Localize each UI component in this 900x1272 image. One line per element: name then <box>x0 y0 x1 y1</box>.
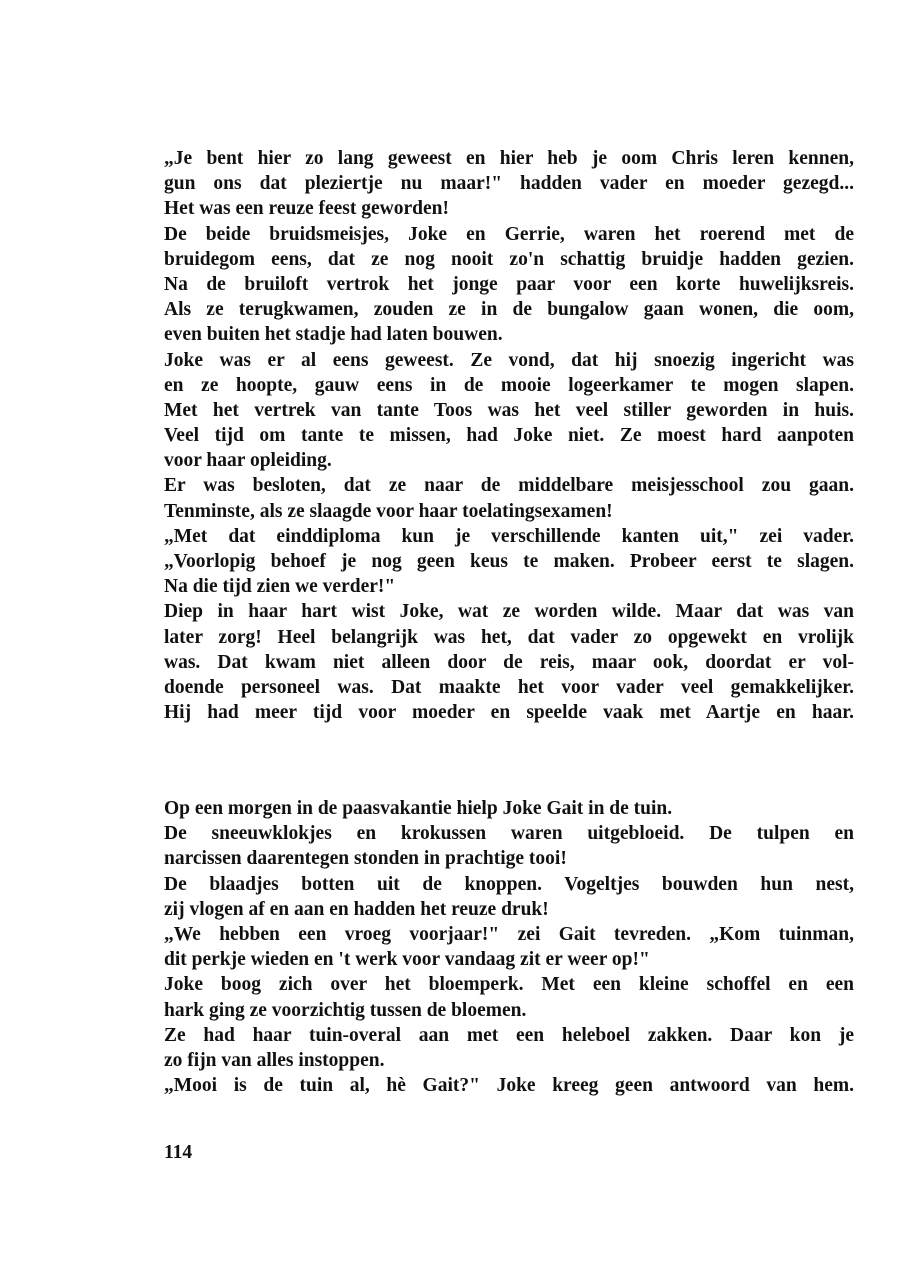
text-line: Na de bruiloft vertrok het jonge paar voor een korte huwelijksreis. <box>164 273 854 295</box>
text-line: Na die tijd zien we verder!" <box>164 576 396 598</box>
text-line: Diep in haar hart wist Joke, wat ze worden wilde. Maar dat was van <box>164 601 854 623</box>
text-line: Joke was er al eens geweest. Ze vond, dat hij snoezig ingericht was <box>164 349 854 371</box>
text-line: en ze hoopte, gauw eens in de mooie logeerkamer te mogen slapen. <box>164 374 854 396</box>
text-line: Tenminste, als ze slaagde voor haar toelatingsexamen! <box>164 500 613 522</box>
text-line: doende personeel was. Dat maakte het voor vader veel gemakkelijker. <box>164 676 854 698</box>
text-line: De blaadjes botten uit de knoppen. Vogeltjes bouwden hun nest, <box>164 873 854 895</box>
text-line: later zorg! Heel belangrijk was het, dat vader zo opgewekt en vrolijk <box>164 626 854 648</box>
paragraph-block-2 <box>164 796 854 1098</box>
text-line: „We hebben een vroeg voorjaar!" zei Gait tevreden. „Kom tuinman, <box>164 923 854 945</box>
text-line: Hij had meer tijd voor moeder en speelde vaak met Aartje en haar. <box>164 702 854 724</box>
paragraph-block-1 <box>164 146 854 725</box>
text-line: Als ze terugkwamen, zouden ze in de bungalow gaan wonen, die oom, <box>164 299 854 321</box>
text-line: zo fijn van alles instoppen. <box>164 1049 385 1071</box>
text-line: „Je bent hier zo lang geweest en hier heb je oom Chris leren kennen, <box>164 148 854 169</box>
text-line: Ze had haar tuin-overal aan met een heleboel zakken. Daar kon je <box>164 1024 854 1046</box>
text-line: narcissen daarentegen stonden in prachtige tooi! <box>164 848 567 870</box>
text-line: even buiten het stadje had laten bouwen. <box>164 324 503 346</box>
text-line: De sneeuwklokjes en krokussen waren uitgebloeid. De tulpen en <box>164 823 854 845</box>
text-line: was. Dat kwam niet alleen door de reis, maar ook, doordat er vol- <box>164 651 854 673</box>
page-number: 114 <box>164 1142 193 1163</box>
text-line: Joke boog zich over het bloemperk. Met een kleine schoffel en een <box>164 974 854 996</box>
text-line: bruidegom eens, dat ze nog nooit zo'n schattig bruidje hadden gezien. <box>164 248 854 270</box>
text-line: „Voorlopig behoef je nog geen keus te maken. Probeer eerst te slagen. <box>164 551 854 572</box>
text-line: Op een morgen in de paasvakantie hielp Joke Gait in de tuin. <box>164 798 673 819</box>
text-line: Het was een reuze feest geworden! <box>164 198 449 220</box>
text-line: Veel tijd om tante te missen, had Joke niet. Ze moest hard aanpoten <box>164 425 854 447</box>
text-line: gun ons dat pleziertje nu maar!" hadden vader en moeder gezegd... <box>164 173 854 195</box>
text-line: Met het vertrek van tante Toos was het veel stiller geworden in huis. <box>164 399 854 421</box>
text-line: Er was besloten, dat ze naar de middelbare meisjesschool zou gaan. <box>164 475 854 497</box>
text-line: zij vlogen af en aan en hadden het reuze druk! <box>164 898 549 920</box>
text-line: „Mooi is de tuin al, hè Gait?" Joke kreeg geen antwoord van hem. <box>164 1075 854 1097</box>
text-line: De beide bruidsmeisjes, Joke en Gerrie, waren het roerend met de <box>164 223 854 245</box>
text-line: hark ging ze voorzichtig tussen de bloemen. <box>164 999 527 1021</box>
text-line: dit perkje wieden en 't werk voor vandaag zit er weer op!" <box>164 949 650 971</box>
text-line: voor haar opleiding. <box>164 450 332 472</box>
text-line: „Met dat einddiploma kun je verschillende kanten uit," zei vader. <box>164 525 854 547</box>
